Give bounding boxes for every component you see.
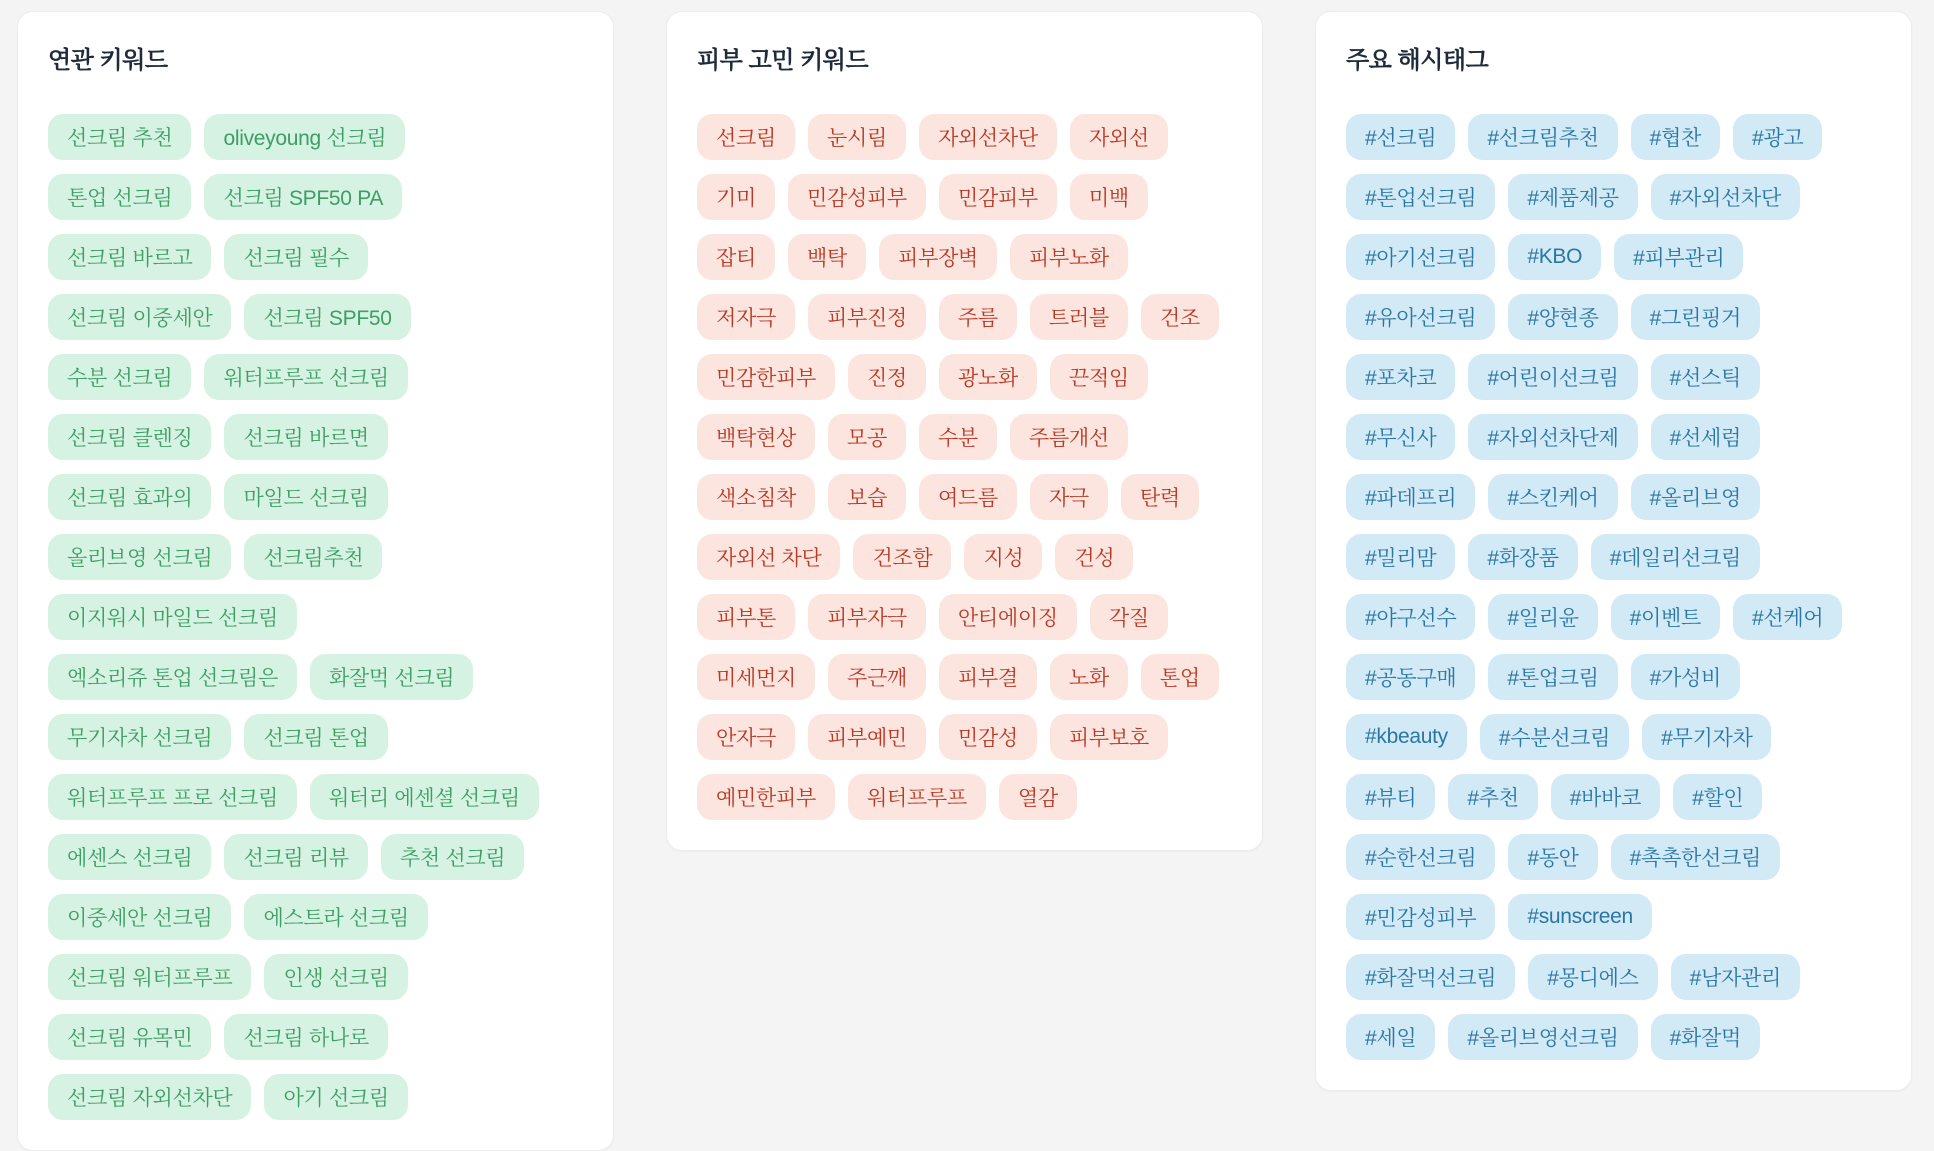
hashtag-tag: #올리브영선크림 bbox=[1448, 1014, 1637, 1060]
related-keyword-tag: 선크림 SPF50 bbox=[244, 294, 410, 340]
related-keyword-tag: 선크림 SPF50 PA bbox=[204, 174, 402, 220]
skin-concern-tag: 피부톤 bbox=[697, 594, 795, 640]
hashtag-tag: #무신사 bbox=[1346, 414, 1455, 460]
related-keyword-tag: 선크림 필수 bbox=[224, 234, 367, 280]
hashtag-tag: #화잘먹 bbox=[1651, 1014, 1760, 1060]
hashtag-tag: #남자관리 bbox=[1671, 954, 1800, 1000]
skin-concern-tag: 민감성 bbox=[939, 714, 1037, 760]
skin-concern-tag: 민감한피부 bbox=[697, 354, 835, 400]
tag-row bbox=[697, 534, 1232, 580]
tag-row bbox=[1346, 294, 1881, 340]
hashtag-tag: #양현종 bbox=[1508, 294, 1617, 340]
related-keyword-tag: 화잘먹 선크림 bbox=[310, 654, 473, 700]
related-keyword-tag: 마일드 선크림 bbox=[224, 474, 387, 520]
hashtag-tag: #순한선크림 bbox=[1346, 834, 1495, 880]
related-keyword-tag: 선크림 바르면 bbox=[224, 414, 387, 460]
tag-row bbox=[697, 714, 1232, 760]
related-keyword-tag: 선크림 하나로 bbox=[224, 1014, 387, 1060]
hashtag-tag: #스킨케어 bbox=[1488, 474, 1617, 520]
hashtag-tag: #제품제공 bbox=[1508, 174, 1637, 220]
skin-concern-tag: 기미 bbox=[697, 174, 775, 220]
tag-row bbox=[48, 414, 583, 460]
skin-concern-tag: 건조함 bbox=[853, 534, 951, 580]
hashtag-tag: #자외선차단제 bbox=[1468, 414, 1637, 460]
hashtag-tag: #바바코 bbox=[1551, 774, 1660, 820]
skin-concern-tag: 피부자극 bbox=[808, 594, 926, 640]
tag-row bbox=[1346, 594, 1881, 640]
hashtag-tag: #파데프리 bbox=[1346, 474, 1475, 520]
hashtag-tag: #피부관리 bbox=[1614, 234, 1743, 280]
tag-row bbox=[1346, 234, 1881, 280]
hashtag-tag: #선크림추천 bbox=[1468, 114, 1617, 160]
skin-concern-tag: 자외선차단 bbox=[919, 114, 1057, 160]
tag-row bbox=[697, 294, 1232, 340]
related-keyword-tag: 에스트라 선크림 bbox=[244, 894, 427, 940]
related-keyword-tag: 선크림 유목민 bbox=[48, 1014, 211, 1060]
skin-concern-tag: 건조 bbox=[1141, 294, 1219, 340]
skin-concern-tag: 피부결 bbox=[939, 654, 1037, 700]
skin-concern-tag: 건성 bbox=[1055, 534, 1133, 580]
hashtag-tag: #공동구매 bbox=[1346, 654, 1475, 700]
skin-concern-tag: 수분 bbox=[919, 414, 997, 460]
tag-row bbox=[1346, 894, 1881, 940]
skin-concern-tag: 미백 bbox=[1070, 174, 1148, 220]
tag-row bbox=[697, 774, 1232, 820]
skin-concern-tag: 자외선 차단 bbox=[697, 534, 840, 580]
skin-concern-tag: 주름 bbox=[939, 294, 1017, 340]
hashtag-tag: #민감성피부 bbox=[1346, 894, 1495, 940]
hashtag-tag: #이벤트 bbox=[1611, 594, 1720, 640]
hashtag-tag: #데일리선크림 bbox=[1591, 534, 1760, 580]
tag-row bbox=[48, 354, 583, 400]
hashtag-tag: #올리브영 bbox=[1631, 474, 1760, 520]
hashtag-tag: #어린이선크림 bbox=[1468, 354, 1637, 400]
tag-row bbox=[697, 474, 1232, 520]
tag-row bbox=[1346, 414, 1881, 460]
tag-row bbox=[48, 714, 583, 760]
skin-concern-tag: 노화 bbox=[1050, 654, 1128, 700]
hashtag-tag: #자외선차단 bbox=[1651, 174, 1800, 220]
tag-row bbox=[48, 1074, 583, 1120]
skin-concern-tag: 워터프루프 bbox=[848, 774, 986, 820]
skin-concern-tag: 안자극 bbox=[697, 714, 795, 760]
tag-row bbox=[48, 834, 583, 880]
hashtag-tag: #포차코 bbox=[1346, 354, 1455, 400]
skin-concern-tag: 피부노화 bbox=[1010, 234, 1128, 280]
tag-row bbox=[48, 234, 583, 280]
tag-row bbox=[1346, 114, 1881, 160]
skin-concern-tag: 트러블 bbox=[1030, 294, 1128, 340]
skin-concern-tag: 저자극 bbox=[697, 294, 795, 340]
tag-row bbox=[48, 294, 583, 340]
tag-row bbox=[1346, 1014, 1881, 1060]
skin-concern-tag: 백탁현상 bbox=[697, 414, 815, 460]
tag-row bbox=[1346, 834, 1881, 880]
skin-concern-tag: 안티에이징 bbox=[939, 594, 1077, 640]
card-related-keywords bbox=[17, 11, 614, 1151]
skin-concern-tag: 예민한피부 bbox=[697, 774, 835, 820]
card-main-hashtags bbox=[1315, 11, 1912, 1091]
related-keyword-tag: 선크림 이중세안 bbox=[48, 294, 231, 340]
tag-row bbox=[1346, 714, 1881, 760]
skin-concern-tag: 탄력 bbox=[1121, 474, 1199, 520]
hashtag-tag: #일리윤 bbox=[1488, 594, 1597, 640]
skin-concern-tag: 미세먼지 bbox=[697, 654, 815, 700]
skin-concern-tag: 피부장벽 bbox=[879, 234, 997, 280]
hashtag-tag: #아기선크림 bbox=[1346, 234, 1495, 280]
tag-row bbox=[48, 114, 583, 160]
skin-concern-tag: 선크림 bbox=[697, 114, 795, 160]
hashtag-tag: #동안 bbox=[1508, 834, 1597, 880]
hashtag-tag: #할인 bbox=[1673, 774, 1762, 820]
related-keyword-tag: 인생 선크림 bbox=[264, 954, 407, 1000]
tag-row bbox=[48, 594, 583, 640]
tag-row bbox=[1346, 174, 1881, 220]
tag-row bbox=[1346, 534, 1881, 580]
hashtag-tag: #그린핑거 bbox=[1631, 294, 1760, 340]
related-keyword-tag: 무기자차 선크림 bbox=[48, 714, 231, 760]
tag-row bbox=[697, 414, 1232, 460]
skin-concern-tag: 눈시림 bbox=[808, 114, 906, 160]
tag-row bbox=[48, 174, 583, 220]
skin-concern-keywords-title: 피부 고민 키워드 bbox=[697, 47, 869, 74]
skin-concern-tag: 진정 bbox=[848, 354, 926, 400]
skin-concern-tag: 열감 bbox=[999, 774, 1077, 820]
tag-row bbox=[48, 774, 583, 820]
skin-concern-tag: 자극 bbox=[1030, 474, 1108, 520]
hashtag-tag-list bbox=[1346, 114, 1881, 1060]
skin-concern-tag: 피부보호 bbox=[1050, 714, 1168, 760]
skin-concern-tag-list bbox=[697, 114, 1232, 820]
related-keyword-tag: 올리브영 선크림 bbox=[48, 534, 231, 580]
tag-row bbox=[697, 354, 1232, 400]
hashtag-tag: #화장품 bbox=[1468, 534, 1577, 580]
hashtag-tag: #세일 bbox=[1346, 1014, 1435, 1060]
skin-concern-tag: 지성 bbox=[964, 534, 1042, 580]
hashtag-tag: #야구선수 bbox=[1346, 594, 1475, 640]
hashtag-tag: #유아선크림 bbox=[1346, 294, 1495, 340]
tag-row bbox=[1346, 354, 1881, 400]
skin-concern-tag: 톤업 bbox=[1141, 654, 1219, 700]
hashtag-tag: #촉촉한선크림 bbox=[1611, 834, 1780, 880]
hashtag-tag: #선스틱 bbox=[1651, 354, 1760, 400]
skin-concern-tag: 백탁 bbox=[788, 234, 866, 280]
skin-concern-tag: 끈적임 bbox=[1050, 354, 1148, 400]
skin-concern-tag: 보습 bbox=[828, 474, 906, 520]
hashtag-tag: #선세럼 bbox=[1651, 414, 1760, 460]
tag-row bbox=[1346, 474, 1881, 520]
related-keyword-tag: 선크림 바르고 bbox=[48, 234, 211, 280]
related-keyword-tag: 워터프루프 선크림 bbox=[204, 354, 407, 400]
hashtag-tag: #KBO bbox=[1508, 234, 1601, 280]
related-keyword-tag: 선크림추천 bbox=[244, 534, 382, 580]
hashtag-tag: #선케어 bbox=[1733, 594, 1842, 640]
skin-concern-tag: 잡티 bbox=[697, 234, 775, 280]
hashtag-tag: #몽디에스 bbox=[1528, 954, 1657, 1000]
related-keyword-tag: 에센스 선크림 bbox=[48, 834, 211, 880]
tag-row bbox=[1346, 954, 1881, 1000]
hashtag-tag: #톤업선크림 bbox=[1346, 174, 1495, 220]
related-keyword-tag: 이중세안 선크림 bbox=[48, 894, 231, 940]
hashtag-tag: #광고 bbox=[1733, 114, 1822, 160]
related-keyword-tag: 추천 선크림 bbox=[381, 834, 524, 880]
skin-concern-tag: 여드름 bbox=[919, 474, 1017, 520]
related-keyword-tag: 선크림 효과의 bbox=[48, 474, 211, 520]
related-keyword-tag: 워터프루프 프로 선크림 bbox=[48, 774, 297, 820]
hashtag-tag: #화잘먹선크림 bbox=[1346, 954, 1515, 1000]
related-keyword-tag: 이지워시 마일드 선크림 bbox=[48, 594, 297, 640]
hashtag-tag: #무기자차 bbox=[1642, 714, 1771, 760]
skin-concern-tag: 광노화 bbox=[939, 354, 1037, 400]
skin-concern-tag: 민감성피부 bbox=[788, 174, 926, 220]
skin-concern-tag: 모공 bbox=[828, 414, 906, 460]
related-keyword-tag: 선크림 클렌징 bbox=[48, 414, 211, 460]
skin-concern-tag: 자외선 bbox=[1070, 114, 1168, 160]
related-keyword-tag: 수분 선크림 bbox=[48, 354, 191, 400]
related-keyword-tag: 선크림 워터프루프 bbox=[48, 954, 251, 1000]
hashtag-tag: #수분선크림 bbox=[1480, 714, 1629, 760]
hashtag-tag: #밀리맘 bbox=[1346, 534, 1455, 580]
skin-concern-tag: 주근깨 bbox=[828, 654, 926, 700]
related-keyword-tag: 선크림 자외선차단 bbox=[48, 1074, 251, 1120]
tag-row bbox=[48, 534, 583, 580]
hashtag-tag: #톤업크림 bbox=[1488, 654, 1617, 700]
hashtag-tag: #sunscreen bbox=[1508, 894, 1652, 940]
skin-concern-tag: 각질 bbox=[1090, 594, 1168, 640]
skin-concern-tag: 피부진정 bbox=[808, 294, 926, 340]
tag-row bbox=[1346, 774, 1881, 820]
tag-row bbox=[48, 894, 583, 940]
hashtag-tag: #뷰티 bbox=[1346, 774, 1435, 820]
hashtag-tag: #가성비 bbox=[1631, 654, 1740, 700]
related-keyword-tag: 아기 선크림 bbox=[264, 1074, 407, 1120]
tag-row bbox=[697, 594, 1232, 640]
tag-row bbox=[48, 954, 583, 1000]
hashtag-tag: #선크림 bbox=[1346, 114, 1455, 160]
tag-row bbox=[48, 474, 583, 520]
card-skin-concern-keywords bbox=[666, 11, 1263, 851]
related-keyword-tag: 선크림 톤업 bbox=[244, 714, 387, 760]
related-keywords-tag-list bbox=[48, 114, 583, 1120]
skin-concern-tag: 주름개선 bbox=[1010, 414, 1128, 460]
related-keyword-tag: oliveyoung 선크림 bbox=[204, 114, 405, 160]
tag-row bbox=[697, 234, 1232, 280]
related-keywords-title: 연관 키워드 bbox=[48, 47, 168, 74]
related-keyword-tag: 선크림 추천 bbox=[48, 114, 191, 160]
tag-row bbox=[1346, 654, 1881, 700]
hashtag-tag: #kbeauty bbox=[1346, 714, 1467, 760]
skin-concern-tag: 피부예민 bbox=[808, 714, 926, 760]
tag-row bbox=[697, 654, 1232, 700]
main-hashtags-title: 주요 해시태그 bbox=[1346, 47, 1489, 74]
hashtag-tag: #추천 bbox=[1448, 774, 1537, 820]
related-keyword-tag: 엑소리쥬 톤업 선크림은 bbox=[48, 654, 297, 700]
related-keyword-tag: 선크림 리뷰 bbox=[224, 834, 367, 880]
hashtag-tag: #협찬 bbox=[1631, 114, 1720, 160]
tag-row bbox=[697, 174, 1232, 220]
tag-row bbox=[48, 1014, 583, 1060]
skin-concern-tag: 민감피부 bbox=[939, 174, 1057, 220]
skin-concern-tag: 색소침착 bbox=[697, 474, 815, 520]
related-keyword-tag: 톤업 선크림 bbox=[48, 174, 191, 220]
tag-row bbox=[48, 654, 583, 700]
related-keyword-tag: 워터리 에센셜 선크림 bbox=[310, 774, 539, 820]
tag-row bbox=[697, 114, 1232, 160]
